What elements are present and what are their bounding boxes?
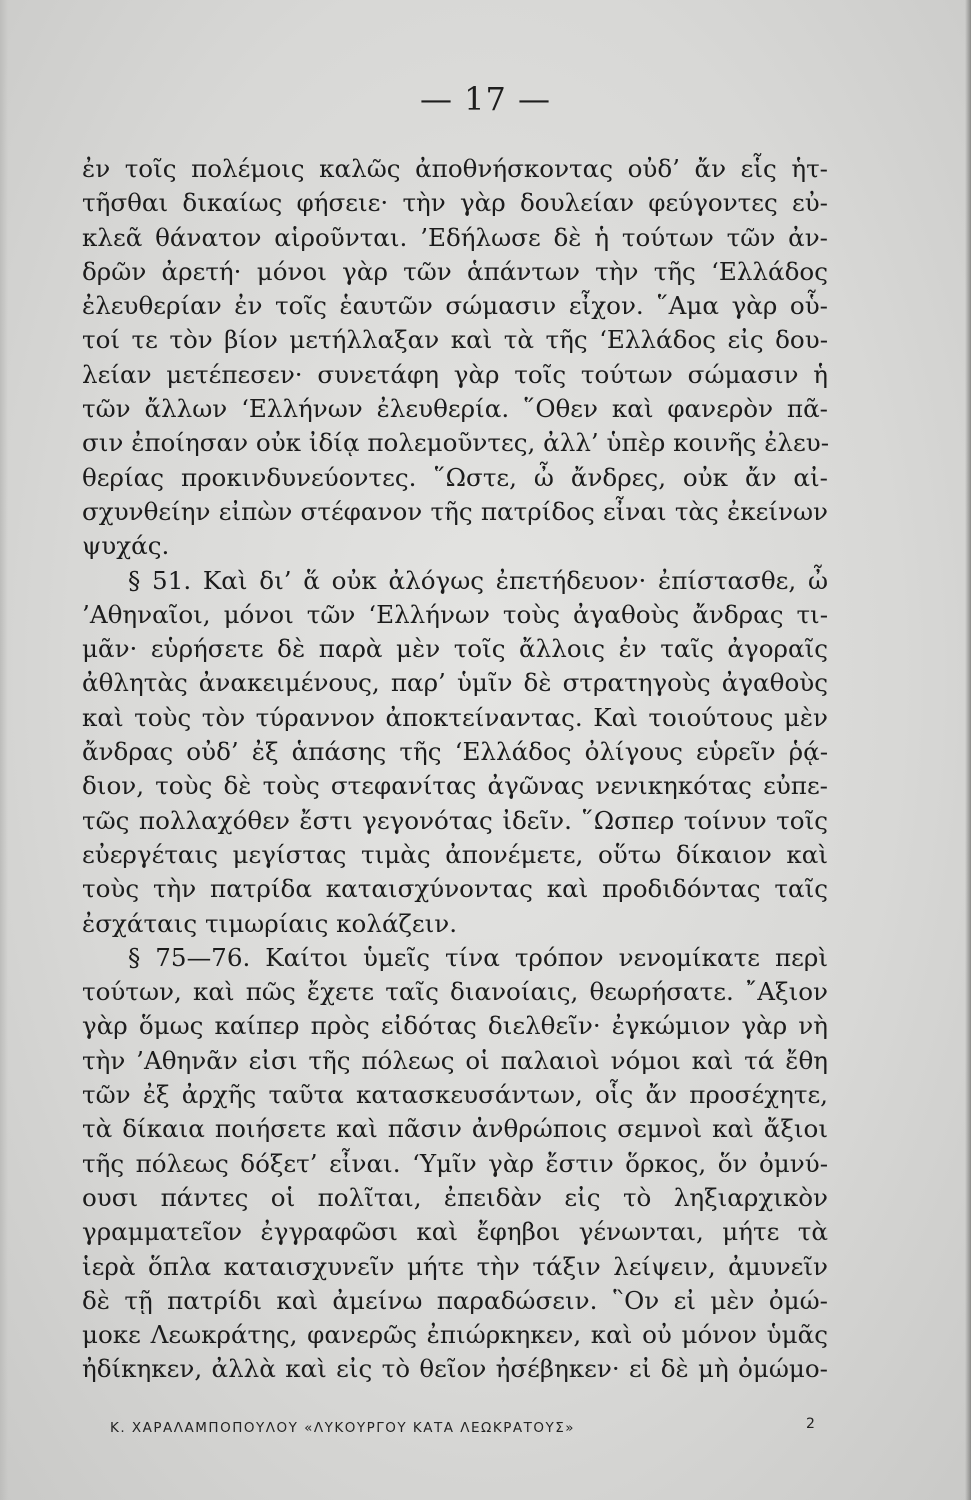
text-line: τῶν ἄλλων ‘Ελλήνων ἐλευθερία. ῞Οθεν καὶ φανερὸν πᾶ- bbox=[82, 394, 828, 424]
text-line: ἐσχάταις τιμωρίαις κολάζειν. bbox=[82, 908, 458, 938]
text-line: τῆσθαι δικαίως φήσειε· τὴν γὰρ δουλείαν φεύγοντες εὐ- bbox=[82, 188, 828, 218]
text-line: σιν ἐποίησαν οὐκ ἰδίᾳ πολεμοῦντες, ἀλλ’ ὑπὲρ κοινῆς ἐλευ- bbox=[82, 428, 830, 458]
text-line: δρῶν ἀρετή· μόνοι γὰρ τῶν ἁπάντων τὴν τῆς ‘Ελλάδος bbox=[82, 256, 828, 286]
text-line: ψυχάς. bbox=[82, 531, 170, 561]
text-line: γραμματεῖον ἐγγραφῶσι καὶ ἔφηβοι γένωνται, μήτε τὰ bbox=[82, 1217, 828, 1247]
text-line: τοί τε τὸν βίον μετήλλαξαν καὶ τὰ τῆς ‘Ελλάδος εἰς δου- bbox=[82, 325, 828, 355]
text-line: τὰ δίκαια ποιήσετε καὶ πᾶσιν ἀνθρώποις σεμνοὶ καὶ ἄξιοι bbox=[82, 1114, 828, 1144]
page-edge-left bbox=[0, 0, 8, 1500]
text-line: δὲ τῇ πατρίδι καὶ ἀμείνω παραδώσειν. ῝Ον εἰ μὲν ὀμώ- bbox=[82, 1285, 828, 1315]
page-number: — 17 — bbox=[419, 80, 552, 118]
text-line: κλεᾶ θάνατον αἱροῦνται. ’Εδήλωσε δὲ ἡ τούτων τῶν ἀν- bbox=[82, 222, 828, 252]
text-line: ἐλευθερίαν ἐν τοῖς ἑαυτῶν σώμασιν εἶχον. ῞Αμα γὰρ οὗ- bbox=[82, 291, 828, 321]
section-heading-line: § 75—76. Καίτοι ὑμεῖς τίνα τρόπον νενομίκατε περὶ bbox=[128, 942, 828, 972]
text-line: ἐν τοῖς πολέμοις καλῶς ἀποθνήσκοντας οὐδ’ ἄν εἷς ἡτ- bbox=[82, 154, 828, 183]
text-line: λείαν μετέπεσεν· συνετάφη γὰρ τοῖς τούτων σώμασιν ἡ bbox=[82, 359, 828, 389]
text-line: τούτων, καὶ πῶς ἔχετε ταῖς διανοίαις, θεωρήσατε. ῎Αξιον bbox=[82, 977, 828, 1007]
text-line: θερίας προκινδυνεύοντες. ῞Ωστε, ὦ ἄνδρες, οὐκ ἄν αἰ- bbox=[82, 462, 828, 492]
text-line: ’Αθηναῖοι, μόνοι τῶν ‘Ελλήνων τοὺς ἀγαθοὺς ἄνδρας τι- bbox=[82, 599, 828, 629]
text-line: τὴν ’Αθηνᾶν εἰσι τῆς πόλεως οἱ παλαιοὶ νόμοι καὶ τά ἔθη bbox=[82, 1045, 828, 1075]
text-line: μᾶν· εὑρήσετε δὲ παρὰ μὲν τοῖς ἄλλοις ἐν ταῖς ἀγοραῖς bbox=[82, 634, 828, 664]
text-line: διον, τοὺς δὲ τοὺς στεφανίτας ἀγῶνας νενικηκότας εὐπε- bbox=[82, 771, 828, 801]
text-line: ἄνδρας οὐδ’ ἐξ ἁπάσης τῆς ‘Ελλάδος ὀλίγους εὑρεῖν ῥᾴ- bbox=[82, 737, 828, 767]
text-line: ἠδίκηκεν, ἀλλὰ καὶ εἰς τὸ θεῖον ἠσέβηκεν· εἰ δὲ μὴ ὀμώμο- bbox=[82, 1354, 828, 1384]
text-line: τοὺς τὴν πατρίδα καταισχύνοντας καὶ προδιδόντας ταῖς bbox=[82, 874, 828, 904]
signature-mark: 2 bbox=[806, 1416, 815, 1432]
text-line: ἱερὰ ὅπλα καταισχυνεῖν μήτε τὴν τάξιν λείψειν, ἀμυνεῖν bbox=[82, 1251, 828, 1281]
text-line: μοκε Λεωκράτης, φανερῶς ἐπιώρκηκεν, καὶ οὐ μόνον ὑμᾶς bbox=[82, 1320, 828, 1350]
text-line: ουσι πάντες οἱ πολῖται, ἐπειδὰν εἰς τὸ ληξιαρχικὸν bbox=[82, 1182, 828, 1212]
text-line: τῶς πολλαχόθεν ἔστι γεγονότας ἰδεῖν. ῞Ωσπερ τοίνυν τοῖς bbox=[82, 805, 828, 835]
text-line: γὰρ ὅμως καίπερ πρὸς εἰδότας διελθεῖν· ἐγκώμιον γὰρ νὴ bbox=[82, 1011, 828, 1041]
text-line: εὐεργέταις μεγίστας τιμὰς ἀπονέμετε, οὕτω δίκαιον καὶ bbox=[82, 839, 828, 869]
section-heading-line: § 51. Καὶ δι’ ἅ οὐκ ἀλόγως ἐπετήδευον· ἐπίστασθε, ὦ bbox=[128, 565, 828, 595]
footer-imprint: Κ. ΧΑΡΑΛΑΜΠΟΠΟΥΛΟΥ «ΛΥΚΟΥΡΓΟΥ ΚΑΤΑ ΛΕΩΚΡΑΤΟΥΣ» bbox=[110, 1420, 575, 1436]
text-line: τῶν ἐξ ἀρχῆς ταῦτα κατασκευσάντων, οἷς ἄν προσέχητε, bbox=[82, 1080, 828, 1110]
text-line: τῆς πόλεως δόξετ’ εἶναι. ‘Υμῖν γὰρ ἔστιν ὅρκος, ὅν ὀμνύ- bbox=[82, 1148, 828, 1178]
text-line: καὶ τοὺς τὸν τύραννον ἀποκτείναντας. Καὶ τοιούτους μὲν bbox=[82, 702, 828, 732]
body-text bbox=[82, 152, 828, 1387]
text-line: σχυνθείην εἰπὼν στέφανον τῆς πατρίδος εἶναι τὰς ἐκείνων bbox=[82, 496, 828, 526]
text-line: ἀθλητὰς ἀνακειμένους, παρ’ ὑμῖν δὲ στρατηγοὺς ἀγαθοὺς bbox=[82, 668, 828, 698]
page-edge-right bbox=[965, 0, 971, 1500]
